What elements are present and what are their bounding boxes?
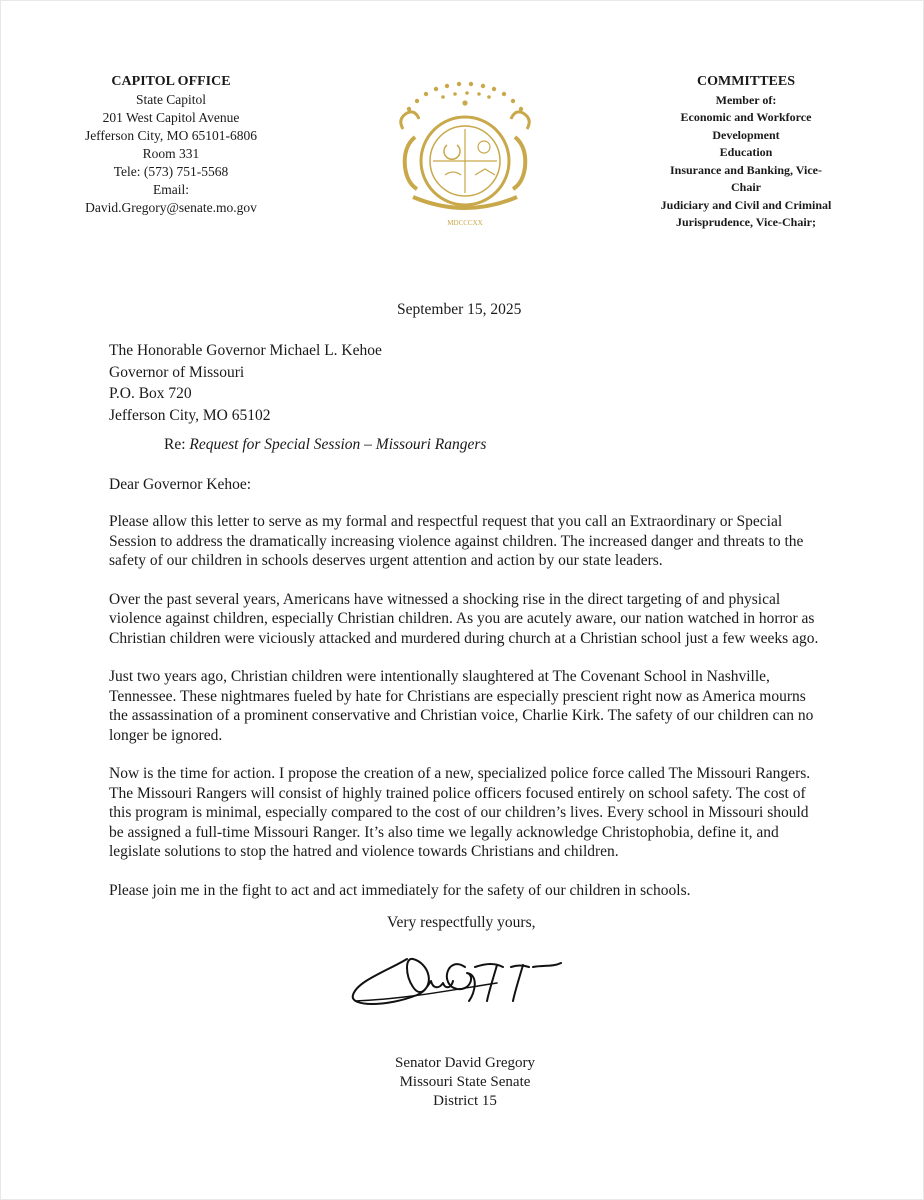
committee-line: Insurance and Banking, Vice- xyxy=(669,162,823,177)
recipient-line: Governor of Missouri xyxy=(109,363,245,381)
signer-title: Missouri State Senate xyxy=(399,1074,531,1090)
office-line: Email: xyxy=(153,182,189,197)
committees-heading: COMMITTEES xyxy=(696,74,795,89)
subject-label: Re: xyxy=(164,436,190,453)
body-paragraph: Just two years ago, Christian children were intentionally slaughtered at The Covenant School in Nashville, Tennessee. These nightmares fueled by hate for Christians are especially prescient right now as America mourns the assassination of a prominent conservative and Christian voice, Charlie Kirk. The safety of our children can no longer be ignored. xyxy=(109,668,814,744)
body-paragraph: Over the past several years, Americans have witnessed a shocking rise in the direct targeting of and physical violence against children, especially Christian children. As you are acutely aware, our nation watched in horror as Christian children were viciously attacked and murdered during church at a Christian school just a few weeks ago. xyxy=(109,590,819,647)
subject-text: Request for Special Session – Missouri Rangers xyxy=(189,436,487,453)
capitol-office-heading: CAPITOL OFFICE xyxy=(111,74,231,89)
committee-line: Education xyxy=(719,145,773,159)
signer-district: District 15 xyxy=(433,1093,497,1109)
committees-block xyxy=(635,73,857,232)
recipient-line: The Honorable Governor Michael L. Kehoe xyxy=(109,342,382,359)
signature-icon xyxy=(347,945,587,1015)
capitol-office-block xyxy=(59,73,283,217)
body-paragraph: Please join me in the fight to act and act immediately for the safety of our children in schools. xyxy=(109,881,691,899)
committee-line: Chair xyxy=(731,180,761,194)
seal-year-text: MDCCCXX xyxy=(447,219,483,227)
signer-name: Senator David Gregory xyxy=(395,1055,535,1071)
letter-date: September 15, 2025 xyxy=(397,301,522,318)
committee-line: Judiciary and Civil and Criminal xyxy=(660,197,832,212)
recipient-line: Jefferson City, MO 65102 xyxy=(109,406,271,424)
body-paragraph: Please allow this letter to serve as my formal and respectful request that you call an Extraordinary or Special Session to address the dramatically increasing violence against children. The increased danger and threats to the safety of our children in schools deserves urgent attention and action by our state leaders. xyxy=(109,513,804,569)
office-line: Jefferson City, MO 65101-6806 xyxy=(84,128,258,143)
body-paragraph: Now is the time for action. I propose the creation of a new, specialized police force called The Missouri Rangers. The Missouri Rangers will consist of highly trained police officers focused entirely on school safety. The cost of this program is minimal, especially compared to the cost of our children’s lives. Every school in Missouri should be assigned a full-time Missouri Ranger. It’s also time we legally acknowledge Christophobia, define it, and legislate solutions to stop the hatred and violence towards Christians and children. xyxy=(109,765,811,860)
committee-line: Development xyxy=(712,127,780,142)
recipient-line: P.O. Box 720 xyxy=(109,385,192,402)
signer-block xyxy=(377,1054,553,1111)
office-email: David.Gregory@senate.mo.gov xyxy=(85,200,257,215)
office-line: Tele: (573) 751-5568 xyxy=(113,164,229,179)
office-line: Room 331 xyxy=(142,146,200,161)
state-seal-icon xyxy=(377,79,553,235)
salutation: Dear Governor Kehoe: xyxy=(109,476,252,493)
recipient-address xyxy=(109,340,382,426)
committee-line: Economic and Workforce xyxy=(680,110,812,124)
committee-line: Member of: xyxy=(715,92,777,107)
office-line: 201 West Capitol Avenue xyxy=(102,110,240,125)
office-line: State Capitol xyxy=(135,92,207,107)
closing-line: Very respectfully yours, xyxy=(387,914,536,931)
subject-line xyxy=(164,436,486,454)
committee-line: Jurisprudence, Vice-Chair; xyxy=(676,215,816,229)
letter-body xyxy=(109,512,825,919)
